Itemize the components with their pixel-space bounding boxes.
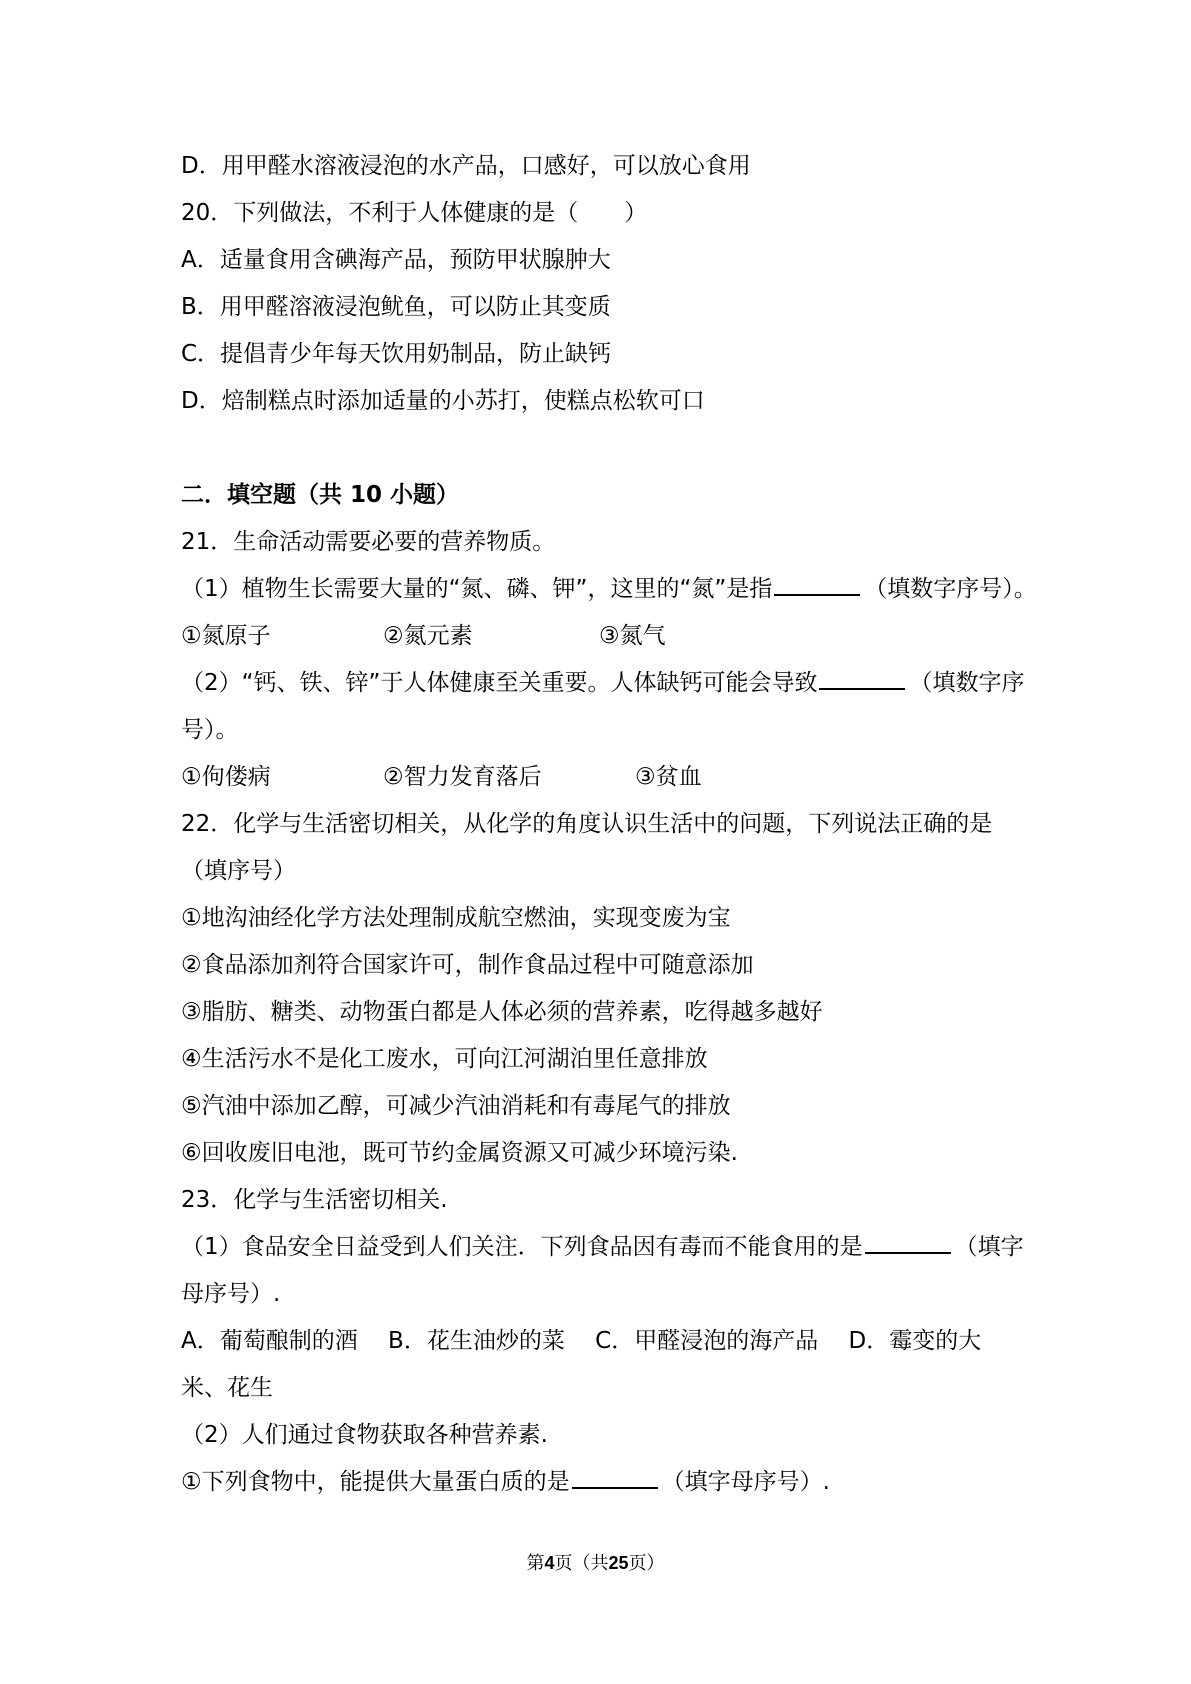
q23-part2: （2）人们通过食物获取各种营养素.	[181, 1422, 548, 1448]
q21-part1-option-1: ①氮原子	[181, 623, 271, 649]
q21-part2	[181, 660, 1026, 754]
q23-part1-suffix: （填字母序号）.	[181, 1234, 1024, 1307]
answer-blank	[865, 1230, 951, 1254]
footer-prefix: 第	[526, 1553, 545, 1574]
q20-stem: 20．下列做法，不利于人体健康的是（ ）	[181, 200, 648, 226]
q20-option-b: B．用甲醛溶液浸泡鱿鱼，可以防止其变质	[181, 294, 611, 320]
footer-suffix: 页）	[628, 1553, 665, 1574]
q21-part2-option-3: ③贫血	[635, 764, 702, 790]
q21-part1-options	[181, 613, 1026, 660]
q20-option-d: D．焙制糕点时添加适量的小苏打，使糕点松软可口	[181, 388, 705, 414]
answer-blank	[572, 1465, 658, 1489]
q23-stem: 23．化学与生活密切相关.	[181, 1187, 448, 1213]
q23-part1-options: A．葡萄酿制的酒 B．花生油炒的菜 C．甲醛浸泡的海产品 D．霉变的大米、花生	[181, 1328, 982, 1401]
q22-item-5: ⑤汽油中添加乙醇，可减少汽油消耗和有毒尾气的排放	[181, 1093, 731, 1119]
answer-blank	[774, 572, 860, 596]
q21-part1-option-2: ②氮元素	[383, 623, 473, 649]
section-title-fill-in: 二．填空题（共 10 小题）	[181, 482, 460, 508]
q21-part2-suffix: （填数字序号）。	[181, 670, 1025, 743]
q21-part1	[181, 566, 1037, 613]
q21-part1-suffix: （填数字序号）。	[864, 576, 1037, 602]
q19-option-d: D．用甲醛水溶液浸泡的水产品，口感好，可以放心食用	[181, 153, 751, 179]
q21-part2-option-2: ②智力发育落后	[383, 764, 542, 790]
q20-option-c: C．提倡青少年每天饮用奶制品，防止缺钙	[181, 341, 612, 367]
q23-part2-sub1	[181, 1459, 1026, 1506]
section-spacer	[181, 425, 1026, 472]
q21-part1-text: （1）植物生长需要大量的“氮、磷、钾”，这里的“氮”是指	[181, 576, 773, 602]
q22-item-3: ③脂肪、糖类、动物蛋白都是人体必须的营养素，吃得越多越好	[181, 999, 823, 1025]
page-footer	[0, 1549, 1191, 1575]
footer-total-pages: 25	[608, 1553, 629, 1573]
answer-blank	[819, 666, 905, 690]
q23-part2-sub1-text: ①下列食物中，能提供大量蛋白质的是	[181, 1469, 570, 1495]
q21-part2-options	[181, 754, 1026, 801]
footer-middle: 页（共	[554, 1553, 609, 1574]
q22-item-1: ①地沟油经化学方法处理制成航空燃油，实现变废为宝	[181, 905, 731, 931]
q22-item-6: ⑥回收废旧电池，既可节约金属资源又可减少环境污染.	[181, 1140, 738, 1166]
q22-item-4: ④生活污水不是化工废水，可向江河湖泊里任意排放	[181, 1046, 708, 1072]
page-content	[181, 143, 1037, 1506]
q22-item-2: ②食品添加剂符合国家许可，制作食品过程中可随意添加	[181, 952, 754, 978]
q23-part1-text: （1）食品安全日益受到人们关注．下列食品因有毒而不能食用的是	[181, 1234, 863, 1260]
q21-stem: 21．生命活动需要必要的营养物质。	[181, 529, 556, 555]
q22-stem: 22．化学与生活密切相关，从化学的角度认识生活中的问题，下列说法正确的是（填序号）	[181, 811, 993, 884]
footer-page-number: 4	[544, 1553, 555, 1573]
q21-part2-option-1: ①佝偻病	[181, 764, 271, 790]
q21-part1-option-3: ③氮气	[599, 623, 666, 649]
q21-part2-text: （2）“钙、铁、锌”于人体健康至关重要。人体缺钙可能会导致	[181, 670, 818, 696]
q20-option-a: A．适量食用含碘海产品，预防甲状腺肿大	[181, 247, 611, 273]
q23-part1	[181, 1224, 1026, 1318]
q23-part2-sub1-suffix: （填字母序号）.	[661, 1469, 830, 1495]
